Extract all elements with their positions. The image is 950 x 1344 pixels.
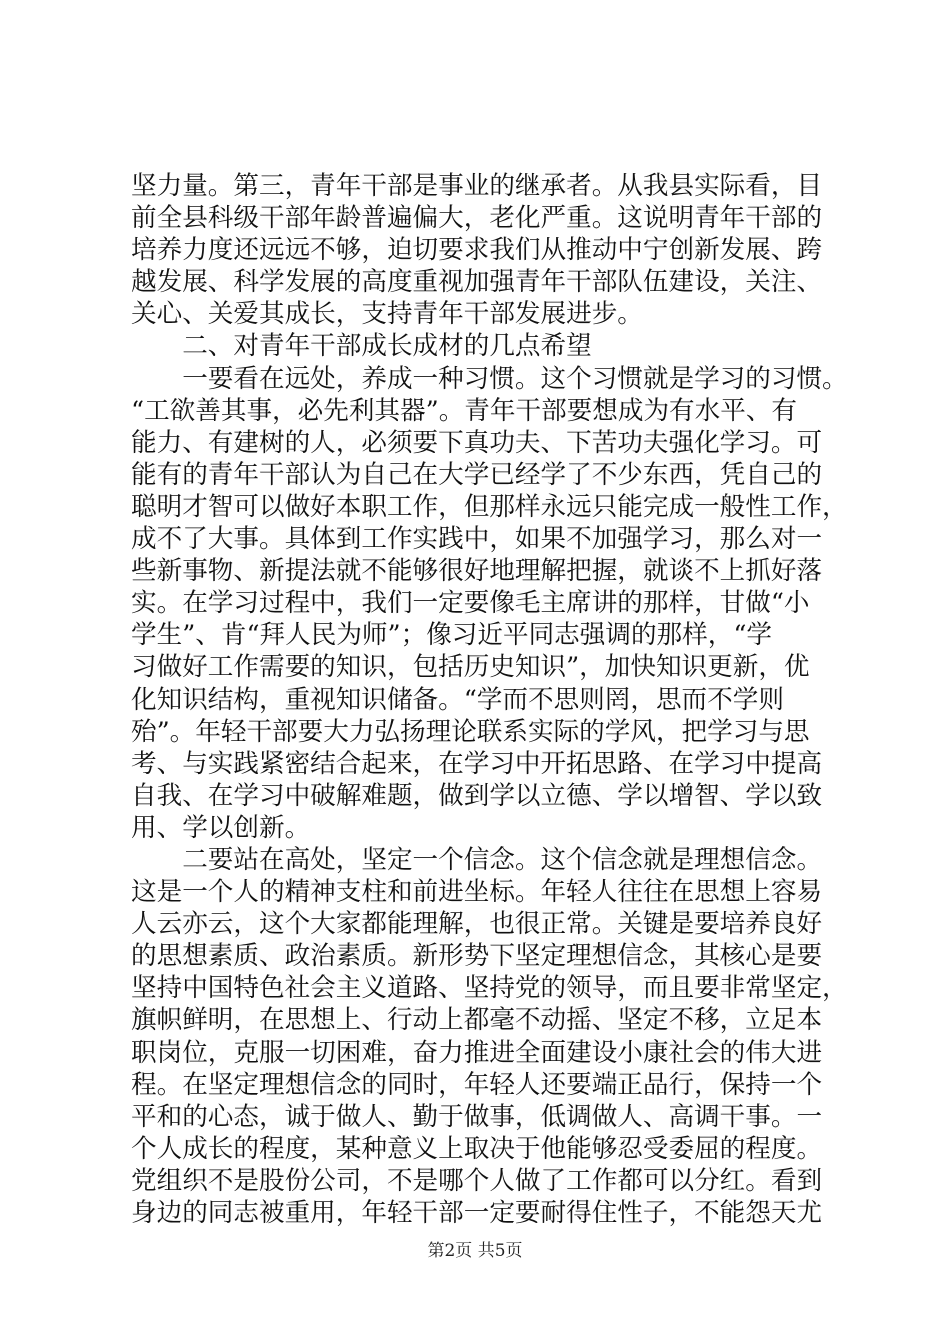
text-line: 自我、在学习中破解难题，做到学以立德、学以增智、学以致 [131, 780, 823, 811]
text-line: 些新事物、新提法就不能够很好地理解把握，就谈不上抓好落 [131, 556, 823, 587]
text-line: 二、对青年干部成长成材的几点希望 [131, 331, 592, 362]
text-line: 关心、关爱其成长，支持青年干部发展进步。 [131, 299, 643, 330]
text-line: 培养力度还远远不够，迫切要求我们从推动中宁创新发展、跨 [131, 235, 823, 266]
text-line: 坚力量。第三，青年干部是事业的继承者。从我县实际看，目 [131, 171, 823, 201]
text-line: 身边的同志被重用，年轻干部一定要耐得住性子，不能怨天尤 [131, 1198, 823, 1228]
text-line: 程。在坚定理想信念的同时，年轻人还要端正品行，保持一个 [131, 1069, 823, 1100]
text-line: 越发展、科学发展的高度重视加强青年干部队伍建设，关注、 [131, 267, 823, 298]
text-line: 能力、有建树的人，必须要下真功夫、下苦功夫强化学习。可 [131, 427, 823, 458]
text-line: 殆”。年轻干部要大力弘扬理论联系实际的学风，把学习与思 [131, 716, 810, 747]
text-line: 这是一个人的精神支柱和前进坐标。年轻人往往在思想上容易 [131, 877, 823, 908]
text-line: 坚持中国特色社会主义道路、坚持党的领导，而且要非常坚定， [131, 973, 848, 1004]
text-line: “工欲善其事，必先利其器”。青年干部要想成为有水平、有 [131, 395, 798, 426]
text-line: 人云亦云，这个大家都能理解，也很正常。关键是要培养良好 [131, 909, 823, 940]
text-line: 一要看在远处，养成一种习惯。这个习惯就是学习的习惯。 [131, 363, 848, 394]
page-footer: 第2页 共5页 [427, 1241, 523, 1261]
text-line: 聪明才智可以做好本职工作，但那样永远只能完成一般性工作， [131, 491, 848, 522]
text-line: 习做好工作需要的知识，包括历史知识”，加快知识更新，优 [131, 652, 810, 683]
text-line: 用、学以创新。 [131, 812, 311, 843]
text-line: 平和的心态，诚于做人、勤于做事，低调做人、高调干事。一 [131, 1101, 823, 1132]
text-line: 考、与实践紧密结合起来，在学习中开拓思路、在学习中提高 [131, 748, 823, 779]
text-line: 成不了大事。具体到工作实践中，如果不加强学习，那么对一 [131, 524, 823, 555]
text-line: 党组织不是股份公司，不是哪个人做了工作都可以分红。看到 [131, 1165, 823, 1196]
text-line: 化知识结构，重视知识储备。“学而不思则罔，思而不学则 [131, 684, 784, 715]
text-line: 实。在学习过程中，我们一定要像毛主席讲的那样，甘做“小 [131, 588, 810, 619]
body-text [131, 170, 848, 1229]
text-line: 的思想素质、政治素质。新形势下坚定理想信念，其核心是要 [131, 941, 823, 972]
text-line: 旗帜鲜明，在思想上、行动上都毫不动摇、坚定不移，立足本 [131, 1005, 823, 1036]
text-line: 学生”、肯“拜人民为师”；像习近平同志强调的那样，“学 [131, 620, 772, 651]
text-line: 个人成长的程度，某种意义上取决于他能够忍受委屈的程度。 [131, 1133, 823, 1164]
text-line: 前全县科级干部年龄普遍偏大，老化严重。这说明青年干部的 [131, 203, 823, 234]
text-line: 二要站在高处，坚定一个信念。这个信念就是理想信念。 [131, 844, 823, 875]
text-line: 职岗位，克服一切困难，奋力推进全面建设小康社会的伟大进 [131, 1037, 823, 1068]
text-line: 能有的青年干部认为自己在大学已经学了不少东西，凭自己的 [131, 459, 823, 490]
